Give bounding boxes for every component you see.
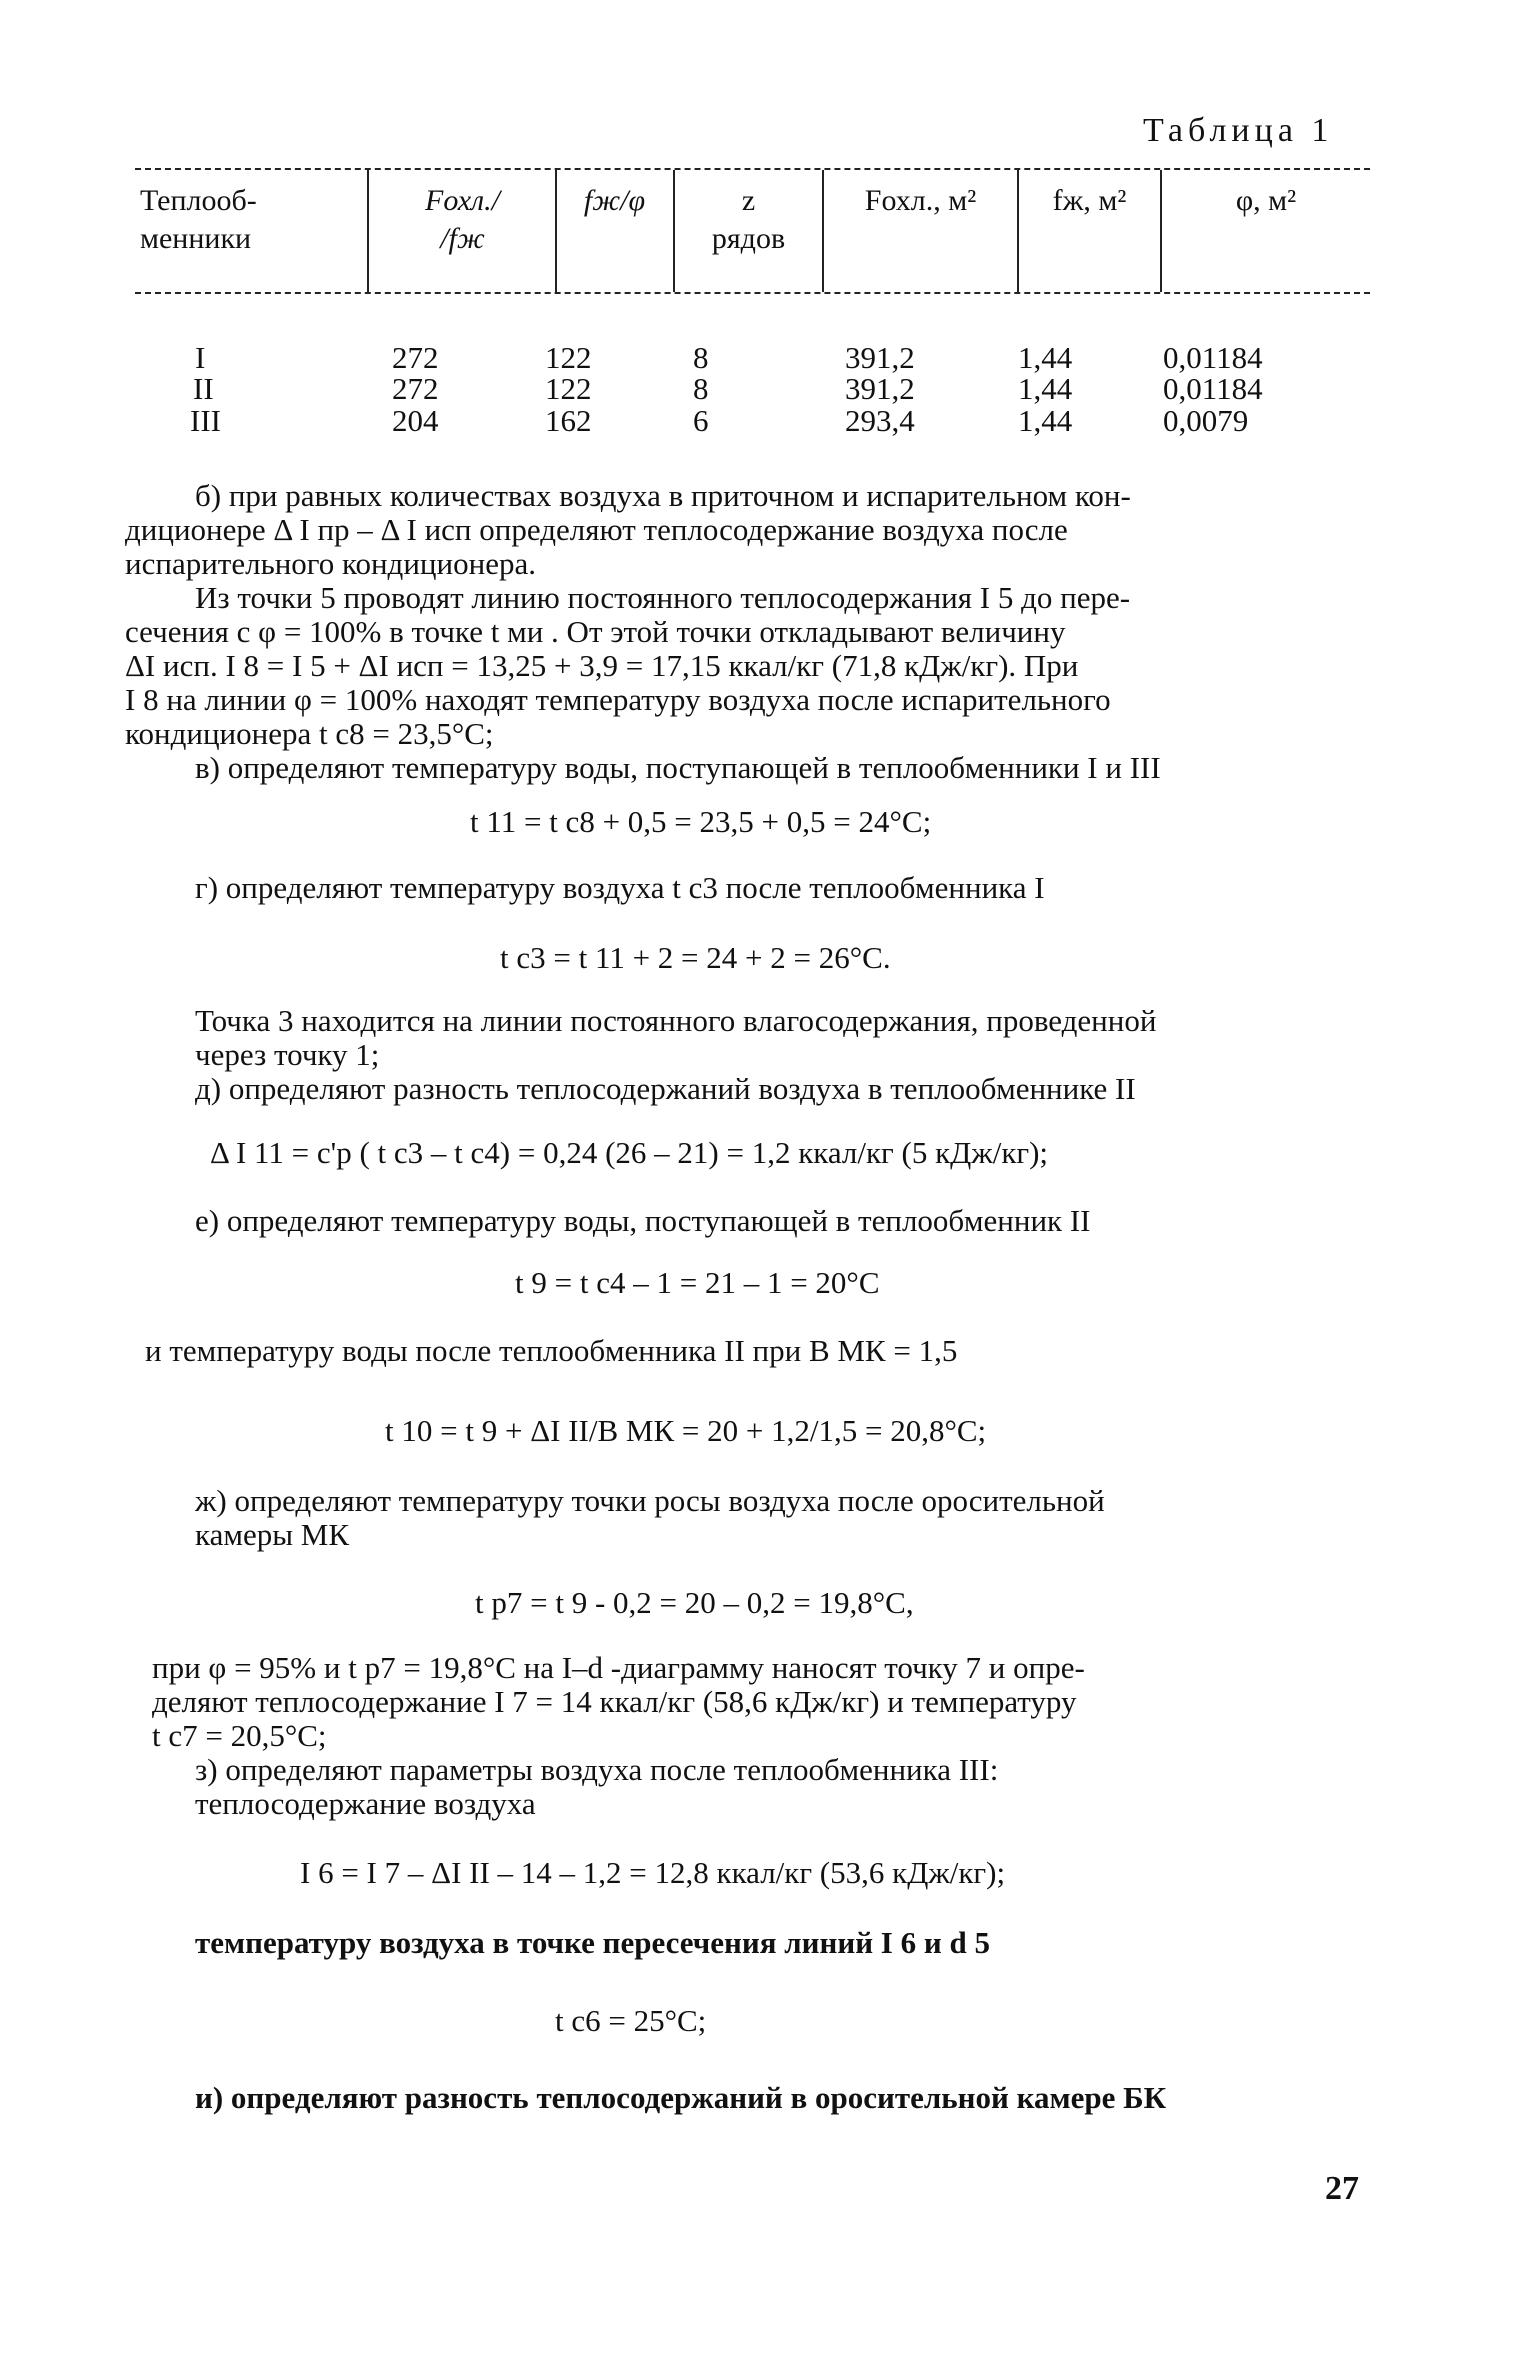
table-caption: Таблица 1 [1143,112,1334,149]
header-phi: φ, м² [1235,184,1297,217]
formula-t10: t 10 = t 9 + ΔI II/B МК = 20 + 1,2/1,5 = 20,8°C; [385,1413,987,1448]
paragraph-pri-line3: t c7 = 20,5°C; [152,1718,327,1753]
cell-exchanger: I [195,340,206,375]
table-col-divider [367,170,369,292]
paragraph-g: г) определяют температуру воздуха t c3 после теплообменника I [195,870,1045,905]
header-f-ohl: Fохл., м² [864,184,977,217]
cell-value: 6 [693,403,709,438]
cell-value: 0,01184 [1163,371,1263,406]
paragraph-pri-line2: деляют теплосодержание I 7 = 14 ккал/кг (58,6 кДж/кг) и температуру [152,1684,1077,1719]
paragraph-e: е) определяют температуру воды, поступающей в теплообменник II [195,1203,1091,1238]
cell-value: 0,01184 [1163,340,1263,375]
paragraph-z-line1: з) определяют параметры воздуха после теплообменника III: [195,1752,999,1787]
cell-value: 122 [545,371,592,406]
cell-value: 272 [392,340,439,375]
formula-t11: t 11 = t c8 + 0,5 = 23,5 + 0,5 = 24°C; [470,804,932,839]
cell-value: 293,4 [845,403,915,438]
table-top-rule [135,168,1370,170]
paragraph-b-line2: диционере Δ I пр – Δ I исп определяют теплосодержание воздуха после [125,512,1068,547]
paragraph-c-line3: ΔI исп. I 8 = I 5 + ΔI исп = 13,25 + 3,9 = 17,15 ккал/кг (71,8 кДж/кг). При [125,648,1079,683]
formula-tp7: t p7 = t 9 - 0,2 = 20 – 0,2 = 19,8°C, [475,1585,914,1620]
paragraph-i: и) определяют разность теплосодержаний в оросительной камере БК [195,2080,1167,2115]
paragraph-b-line3: испарительного кондиционера. [125,546,536,581]
cell-value: 122 [545,340,592,375]
cell-value: 8 [693,371,709,406]
header-f-zh: fж, м² [1052,184,1127,217]
formula-i6: I 6 = I 7 – ΔI II – 14 – 1,2 = 12,8 ккал/кг (53,6 кДж/кг); [300,1855,1006,1890]
cell-exchanger: III [190,403,221,438]
paragraph-c-line2: сечения с φ = 100% в точке t ми . От этой точки откладывают величину [125,614,1066,649]
cell-value: 162 [545,403,592,438]
paragraph-c-line4: I 8 на линии φ = 100% находят температуру воздуха после испарительного [125,682,1111,717]
paragraph-point3-line2: через точку 1; [195,1037,380,1072]
formula-t9: t 9 = t c4 – 1 = 21 – 1 = 20°C [515,1265,880,1300]
paragraph-b-line1: б) при равных количествах воздуха в приточном и испарительном кон- [195,478,1131,513]
cell-value: 391,2 [845,371,915,406]
header-exchangers: Теплооб- менники [140,184,257,255]
formula-tc3: t c3 = t 11 + 2 = 24 + 2 = 26°C. [500,940,891,975]
paragraph-d: д) определяют разность теплосодержаний воздуха в теплообменнике II [195,1071,1136,1106]
paragraph-point3-line1: Точка 3 находится на линии постоянного влагосодержания, проведенной [195,1003,1157,1038]
cell-value: 391,2 [845,340,915,375]
cell-value: 0,0079 [1163,403,1249,438]
cell-value: 1,44 [1018,340,1073,375]
paragraph-c-line5: кондиционера t c8 = 23,5°C; [125,716,494,751]
table-header-rule [135,292,1370,294]
paragraph-z-line2: теплосодержание воздуха [195,1786,536,1821]
paragraph-zh-line2: камеры МК [195,1517,350,1552]
paragraph-pri-line1: при φ = 95% и t p7 = 19,8°C на I–d -диаграмму наносят точку 7 и опре- [152,1650,1085,1685]
cell-value: 204 [392,403,439,438]
formula-delta-i11: Δ I 11 = c'p ( t c3 – t c4) = 0,24 (26 – 21) = 1,2 ккал/кг (5 кДж/кг); [210,1135,1049,1170]
header-z-rows: z рядов [711,184,786,255]
page-number: 27 [1325,2170,1359,2207]
cell-value: 1,44 [1018,403,1073,438]
paragraph-c-line1: Из точки 5 проводят линию постоянного теплосодержания I 5 до пере- [195,580,1131,615]
header-f-ratio: Fохл./ /fж [425,184,500,255]
paragraph-zh-line1: ж) определяют температуру точки росы воздуха после оросительной [195,1483,1105,1518]
paragraph-v: в) определяют температуру воды, поступающей в теплообменники I и III [195,750,1161,785]
cell-value: 1,44 [1018,371,1073,406]
formula-tc6: t c6 = 25°C; [555,2003,707,2038]
cell-value: 8 [693,340,709,375]
cell-value: 272 [392,371,439,406]
paragraph-z-line3: температуру воздуха в точке пересечения линий I 6 и d 5 [195,1925,990,1960]
cell-exchanger: II [193,371,214,406]
header-fzh-phi: fж/φ [583,184,646,217]
paragraph-e2: и температуру воды после теплообменника II при B МК = 1,5 [145,1333,958,1368]
